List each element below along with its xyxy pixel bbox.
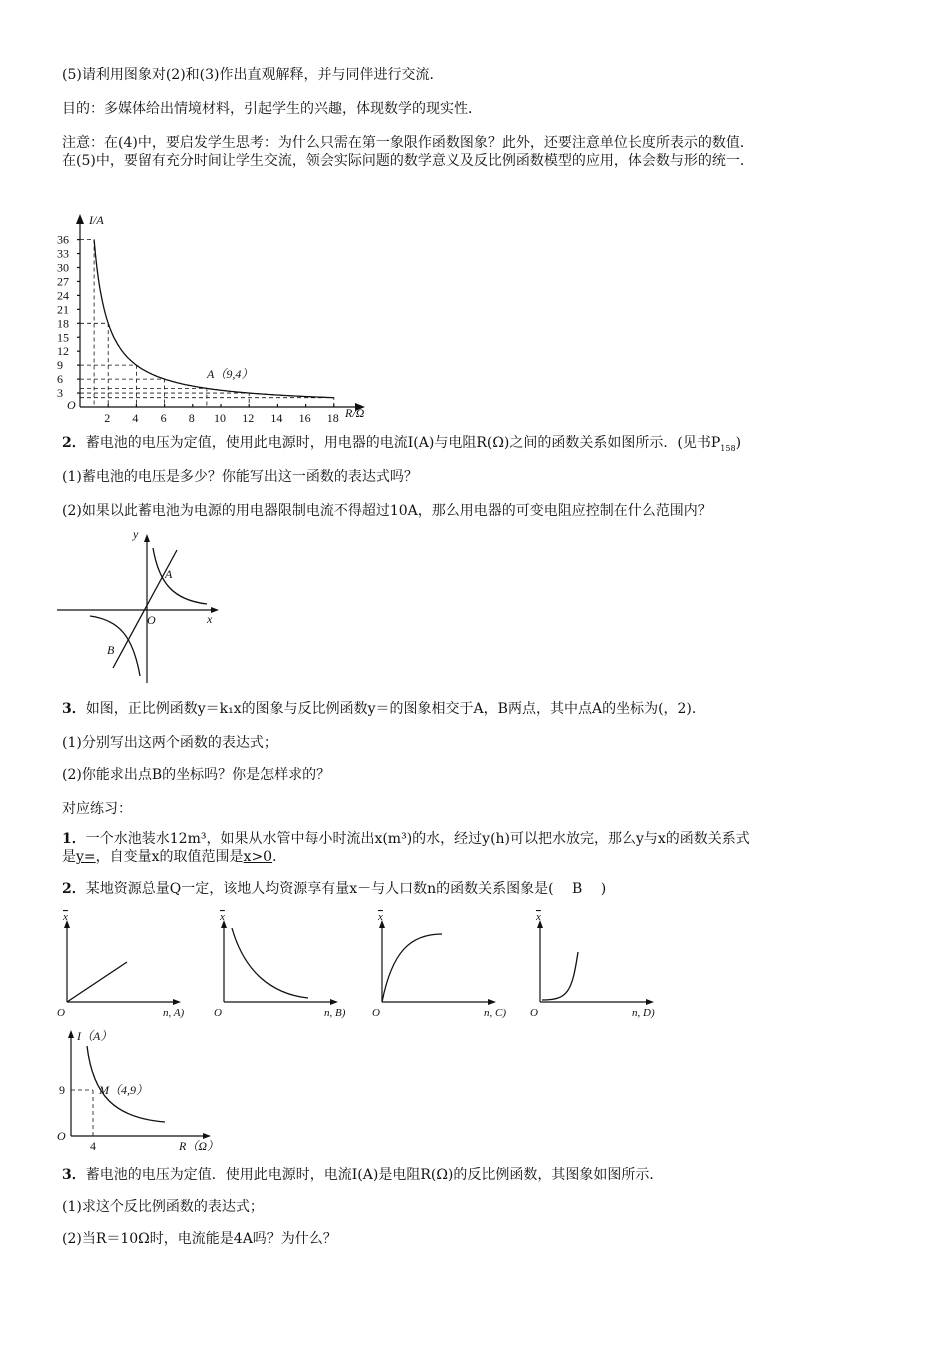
fig2-ylabel: y (133, 527, 139, 541)
e1-pre: 是 (62, 849, 76, 865)
fig1-ytick-label: 3 (57, 386, 63, 401)
fig2-hyperbola-q1 (153, 548, 207, 604)
fig1-xtick-label: 12 (242, 411, 255, 425)
fig1-ytick-label: 12 (57, 344, 69, 359)
opt-c-curve (382, 934, 442, 1002)
fig1-ytick-label: 21 (57, 302, 69, 317)
option-graph-c (370, 912, 520, 1022)
e1-end: ． (272, 849, 287, 865)
opt-a-ylabel: x (63, 911, 68, 923)
text-p5: (5)请利用图象对(2)和(3)作出直观解释，并与同伴进行交流． (62, 67, 444, 83)
e1-text: 一个水池装水12m³，如果从水管中每小时流出x(m³)的水，经过y(h)可以把水放完，那么y与x的函数关系式 (85, 831, 750, 847)
e1-number: 1． (62, 831, 86, 847)
q2-number: 2． (62, 435, 86, 451)
fig1-xtick-label: 10 (214, 411, 226, 425)
e2-text: 某地资源总量Q一定，该地人均资源享有量x－与人口数n的函数关系图象是( B ) (85, 881, 607, 897)
fig1-xtick-label: 6 (160, 411, 167, 425)
fig1-point-label: A（9,4） (207, 367, 254, 381)
fig1-xtick-label: 2 (104, 411, 111, 425)
opt-a-origin: O (57, 1007, 65, 1019)
fig1-xtick-label: 14 (270, 411, 283, 425)
q2-part1: (1)蓄电池的电压是多少？你能写出这一函数的表达式吗？ (62, 469, 418, 485)
q3-line (62, 700, 706, 718)
text-note2: 在(5)中，要留有充分时间让学生交流，领会实际问题的数学意义及反比例函数模型的应用，体会数与形的统一． (62, 153, 754, 169)
fig2-origin: O (147, 613, 156, 627)
q3-number: 3． (62, 701, 86, 717)
fig1-ytick-label: 18 (57, 316, 69, 331)
fig2-point-a: A (165, 567, 173, 581)
q3-text: 如图，正比例函数y＝k₁x的图象与反比例函数y＝的图象相交于A，B两点，其中点A的坐标为(，2)． (85, 701, 706, 717)
opt-d-curve (542, 952, 578, 1000)
q2-text: 蓄电池的电压为定值，使用此电源时，用电器的电流I(A)与电阻R(Ω)之间的函数关系如图所示．(见书P (85, 435, 721, 451)
fig2-point-b: B (107, 643, 115, 657)
opt-b-ylabel: x (220, 911, 225, 923)
e3-part2: (2)当R＝10Ω时，电流能是4A吗？为什么？ (62, 1231, 337, 1247)
opt-a-xlabel: n, A) (163, 1007, 185, 1019)
e1-answer-1: y= (76, 849, 96, 865)
e2-number: 2． (62, 881, 86, 897)
figure-line-hyperbola (55, 528, 225, 688)
figure-inverse-m (55, 1026, 255, 1156)
fig1-ylabel: I/A (89, 213, 104, 227)
option-graph-b (212, 912, 362, 1022)
e2-line (62, 880, 606, 898)
opt-b-origin: O (214, 1007, 222, 1019)
fig1-ytick-label: 33 (57, 246, 69, 261)
opt-c-ylabel: x (378, 911, 383, 923)
q2-line (62, 434, 741, 458)
fig2-hyperbola-q3 (90, 616, 140, 676)
fig2-xlabel: x (207, 612, 213, 626)
e3-part1: (1)求这个反比例函数的表达式； (62, 1199, 264, 1215)
fig1-xtick-label: 16 (298, 411, 311, 425)
fig4-point-label: M（4,9） (99, 1083, 148, 1097)
opt-d-ylabel: x (536, 911, 541, 923)
fig4-ylabel: I（A） (77, 1029, 113, 1043)
fig1-xtick-label: 4 (132, 411, 139, 425)
fig4-ytick: 9 (59, 1083, 65, 1097)
opt-c-xlabel: n, C) (484, 1007, 506, 1019)
fig1-ytick-label: 9 (57, 358, 63, 373)
q3-part2: (2)你能求出点B的坐标吗？你是怎样求的？ (62, 767, 331, 783)
fig1-xlabel: R/Ω (345, 406, 365, 420)
fig1-ytick-label: 24 (57, 288, 69, 303)
fig4-origin: O (57, 1129, 66, 1143)
fig4-xlabel: R（Ω） (179, 1139, 220, 1153)
opt-b-xlabel: n, B) (324, 1007, 346, 1019)
q2-part2: (2)如果以此蓄电池为电源的用电器限制电流不得超过10A，那么用电器的可变电阻应控制在什么范围内？ (62, 503, 712, 519)
q3-part1: (1)分别写出这两个函数的表达式； (62, 735, 278, 751)
option-graph-d (528, 912, 678, 1022)
e1-mid: ，自变量x的取值范围是 (95, 849, 244, 865)
fig1-xtick-label: 8 (188, 411, 195, 425)
fig1-ytick-label: 30 (57, 260, 69, 275)
fig1-ytick-label: 36 (57, 232, 69, 247)
figure-current-resistance (55, 212, 395, 425)
opt-a-line (67, 962, 127, 1002)
e3-text: 蓄电池的电压为定值．使用此电源时，电流I(A)是电阻R(Ω)的反比例函数，其图象如图所示． (85, 1167, 664, 1183)
option-graph-a (55, 912, 205, 1022)
e1-line (62, 830, 750, 848)
e3-line (62, 1166, 663, 1184)
e3-number: 3． (62, 1167, 86, 1183)
fig1-xtick-label: 18 (326, 411, 339, 425)
opt-d-xlabel: n, D) (632, 1007, 655, 1019)
text-note1: 注意：在(4)中，要启发学生思考：为什么只需在第一象限作函数图象？此外，还要注意单位长度所表示的数值． (62, 135, 754, 151)
e1-answer-2: x>0 (243, 849, 273, 865)
opt-b-curve (232, 928, 308, 998)
fig1-ytick-label: 15 (57, 330, 69, 345)
opt-c-origin: O (372, 1007, 380, 1019)
fig4-xtick: 4 (90, 1139, 96, 1153)
practice-heading: 对应练习： (62, 801, 132, 817)
opt-d-origin: O (530, 1007, 538, 1019)
q2-subscript: 158 (720, 443, 736, 453)
fig1-ytick-label: 6 (57, 372, 63, 387)
e1-line-b (62, 848, 286, 866)
fig1-ytick-label: 27 (57, 274, 69, 289)
text-purpose: 目的：多媒体给出情境材料，引起学生的兴趣，体现数学的现实性． (62, 101, 482, 117)
fig1-origin: O (67, 398, 76, 412)
q2-end: ) (735, 435, 742, 451)
